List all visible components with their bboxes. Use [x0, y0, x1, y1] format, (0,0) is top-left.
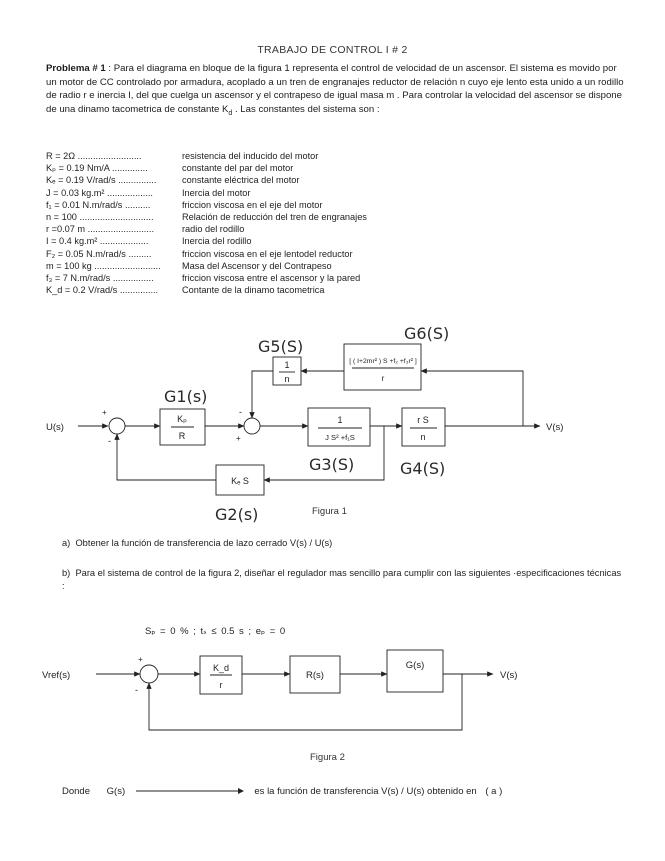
sum2-plus-sign: +	[236, 434, 241, 443]
g3-numerator: 1	[337, 415, 343, 425]
constant-description: constante eléctrica del motor	[182, 175, 300, 186]
donde-g: G(s)	[106, 786, 126, 797]
constant-description: Contante de la dinamo tacometrica	[182, 285, 325, 296]
constant-dots: .........................	[77, 151, 142, 161]
constant-symbol: Kₑ = 0.19 V/rad/s	[46, 175, 116, 186]
constant-symbol: K_d = 0.2 V/rad/s	[46, 285, 118, 296]
figure-1-caption: Figura 1	[312, 506, 347, 517]
constant-description: Inercia del motor	[182, 187, 251, 198]
summing-junction-1	[109, 418, 125, 434]
constant-symbol: R = 2Ω	[46, 151, 76, 161]
summing-junction-2	[244, 418, 260, 434]
handwritten-g3-label: G3(S)	[309, 455, 355, 474]
constant-dots: ................	[112, 272, 154, 283]
block-g4	[402, 408, 445, 446]
feedback-line-g2	[264, 426, 384, 480]
block-g6	[344, 344, 421, 390]
feedback-line-g5	[252, 371, 273, 418]
constant-row	[46, 211, 367, 223]
constant-dots: ..........................	[87, 224, 155, 235]
handwritten-g4-label: G4(S)	[400, 459, 446, 478]
handwritten-g1-label: G1(s)	[164, 387, 208, 406]
constants-list	[46, 150, 367, 296]
kd-denominator: r	[219, 680, 223, 690]
question-a-label: a)	[62, 538, 71, 548]
handwritten-g2-label: G2(s)	[215, 505, 259, 524]
document-title: TRABAJO DE CONTROL I # 2	[257, 44, 408, 56]
problem-label: Problema # 1	[46, 63, 106, 74]
constant-description: friccion viscosa en el eje del motor	[182, 199, 323, 210]
constant-row	[46, 162, 367, 174]
constant-description: Inercia del rodillo	[182, 236, 252, 247]
constant-row	[46, 187, 367, 199]
question-b	[62, 567, 622, 593]
problem-text: : Para el diagrama en bloque de la figura 1 representa el control de velocidad de un ascensor. El sistema es movido por un motor de CC controlado por armadura, acoplado a un tren de engranajes reductor de relación n cuyo eje lento esta unido a un rodillo de radio r e inercia I, del que cuelga un ascensor y el contrapeso de igual masa m . Para controlar la velocidad del ascensor se dispone de una dinamo tacometrica de constante K	[46, 63, 624, 115]
constant-row	[46, 272, 367, 284]
constant-row	[46, 223, 367, 235]
constant-symbol: f₃ = 7 N.m/rad/s	[46, 272, 111, 283]
fig2-plus-sign: +	[138, 655, 143, 664]
constant-row	[46, 199, 367, 211]
fig2-minus-sign: -	[135, 685, 138, 695]
constant-description: resistencia del inducido del motor	[182, 151, 319, 161]
feedback-line-fig2	[149, 674, 462, 730]
question-b-label: b)	[62, 568, 71, 578]
donde-lead: Donde	[62, 786, 90, 797]
constant-dots: ...............	[119, 285, 159, 296]
block-regulator	[290, 656, 340, 693]
block-kd-over-r	[200, 656, 242, 694]
figure-2-caption: Figura 2	[310, 752, 345, 763]
regulator-label: R(s)	[306, 670, 324, 681]
question-a	[62, 537, 632, 550]
constant-description: friccion viscosa entre el ascensor y la pared	[182, 272, 361, 283]
fig1-input-label: U(s)	[46, 422, 64, 433]
constant-dots: ...............	[118, 175, 157, 186]
block-g5	[273, 357, 301, 385]
constant-dots: ..........................	[94, 260, 161, 271]
handwritten-g5-label: G5(S)	[258, 337, 304, 356]
donde-ref: ( a )	[485, 786, 503, 797]
block-plant	[387, 650, 443, 692]
constant-row	[46, 284, 367, 296]
sum2-minus-sign: -	[239, 407, 242, 417]
g5-numerator: 1	[284, 360, 290, 370]
question-a-text: Obtener la función de transferencia de lazo cerrado V(s) / U(s)	[75, 538, 333, 548]
fig2-input-label: Vref(s)	[42, 670, 71, 681]
donde-text: es la función de transferencia V(s) / U(s) obtenido en	[254, 786, 477, 797]
block-g3	[308, 408, 370, 446]
constant-symbol: I = 0.4 kg.m²	[46, 236, 98, 247]
problem-statement	[46, 62, 626, 120]
constant-symbol: F₂ = 0.05 N.m/rad/s	[46, 248, 126, 259]
constant-dots: .............................	[79, 211, 154, 222]
constant-row	[46, 174, 367, 186]
constant-description: Masa del Ascensor y del Contrapeso	[182, 260, 332, 271]
feedback-line-g2	[117, 434, 216, 480]
constant-symbol: f₁ = 0.01 N.m/rad/s	[46, 199, 123, 210]
problem-text-sub: d	[228, 109, 233, 117]
block-g1	[160, 409, 205, 445]
kd-numerator: K_d	[212, 663, 230, 673]
block-g2	[216, 465, 264, 495]
constant-symbol: m = 100 kg	[46, 260, 92, 271]
constant-description: constante del par del motor	[182, 163, 294, 174]
constant-description: radio del rodillo	[182, 224, 245, 235]
g5-denominator: n	[284, 374, 290, 384]
g4-numerator: r S	[417, 415, 429, 425]
constant-row	[46, 235, 367, 247]
handwritten-g6-label: G6(S)	[404, 324, 450, 343]
constant-symbol: n = 100	[46, 211, 77, 222]
constant-description: Relación de reducción del tren de engranajes	[182, 211, 367, 222]
arrow-icon	[134, 786, 246, 796]
constant-symbol: Kₚ = 0.19 Nm/A	[46, 163, 110, 174]
question-b-text: Para el sistema de control de la figura 2, diseñar el regulador mas sencillo para cumplir con las siguientes ·especificaciones técnicas :	[62, 568, 622, 591]
constant-description: friccion viscosa en el eje lentodel reductor	[182, 248, 353, 259]
constant-symbol: r =0.07 m	[46, 224, 86, 235]
constant-dots: ...................	[99, 236, 149, 247]
donde-line	[62, 786, 502, 797]
constant-row	[46, 248, 367, 260]
sum1-minus-sign: -	[108, 436, 111, 446]
constant-dots: ..............	[112, 163, 148, 174]
g6-numerator: [ ( I+2mr² ) S +f₂ +f₃r² ]	[349, 358, 417, 365]
plant-label: G(s)	[405, 660, 425, 671]
constant-row	[46, 150, 367, 162]
constant-dots: ..........	[124, 199, 151, 210]
fig1-output-label: V(s)	[546, 422, 564, 433]
sum1-plus-sign: +	[102, 408, 107, 417]
feedback-line-g6	[421, 371, 523, 426]
g2-block-label: Kₑ S	[231, 476, 249, 486]
design-specifications: Sₚ = 0 % ; tₛ ≤ 0.5 s ; eₚ = 0	[145, 626, 286, 637]
g3-denominator: J S² +f₁S	[325, 433, 355, 442]
constant-symbol: J = 0.03 kg.m²	[46, 187, 105, 198]
g4-denominator: n	[420, 432, 426, 442]
problem-text-end: . Las constantes del sistema son :	[232, 103, 380, 115]
g1-numerator: Kₚ	[177, 414, 187, 424]
summing-junction-fig2	[140, 665, 158, 683]
g1-denominator: R	[178, 431, 186, 441]
constant-dots: .........	[128, 248, 152, 259]
constant-row	[46, 260, 367, 272]
fig2-output-label: V(s)	[500, 670, 518, 681]
g6-denominator: r	[381, 374, 385, 383]
constant-dots: ..................	[107, 187, 153, 198]
